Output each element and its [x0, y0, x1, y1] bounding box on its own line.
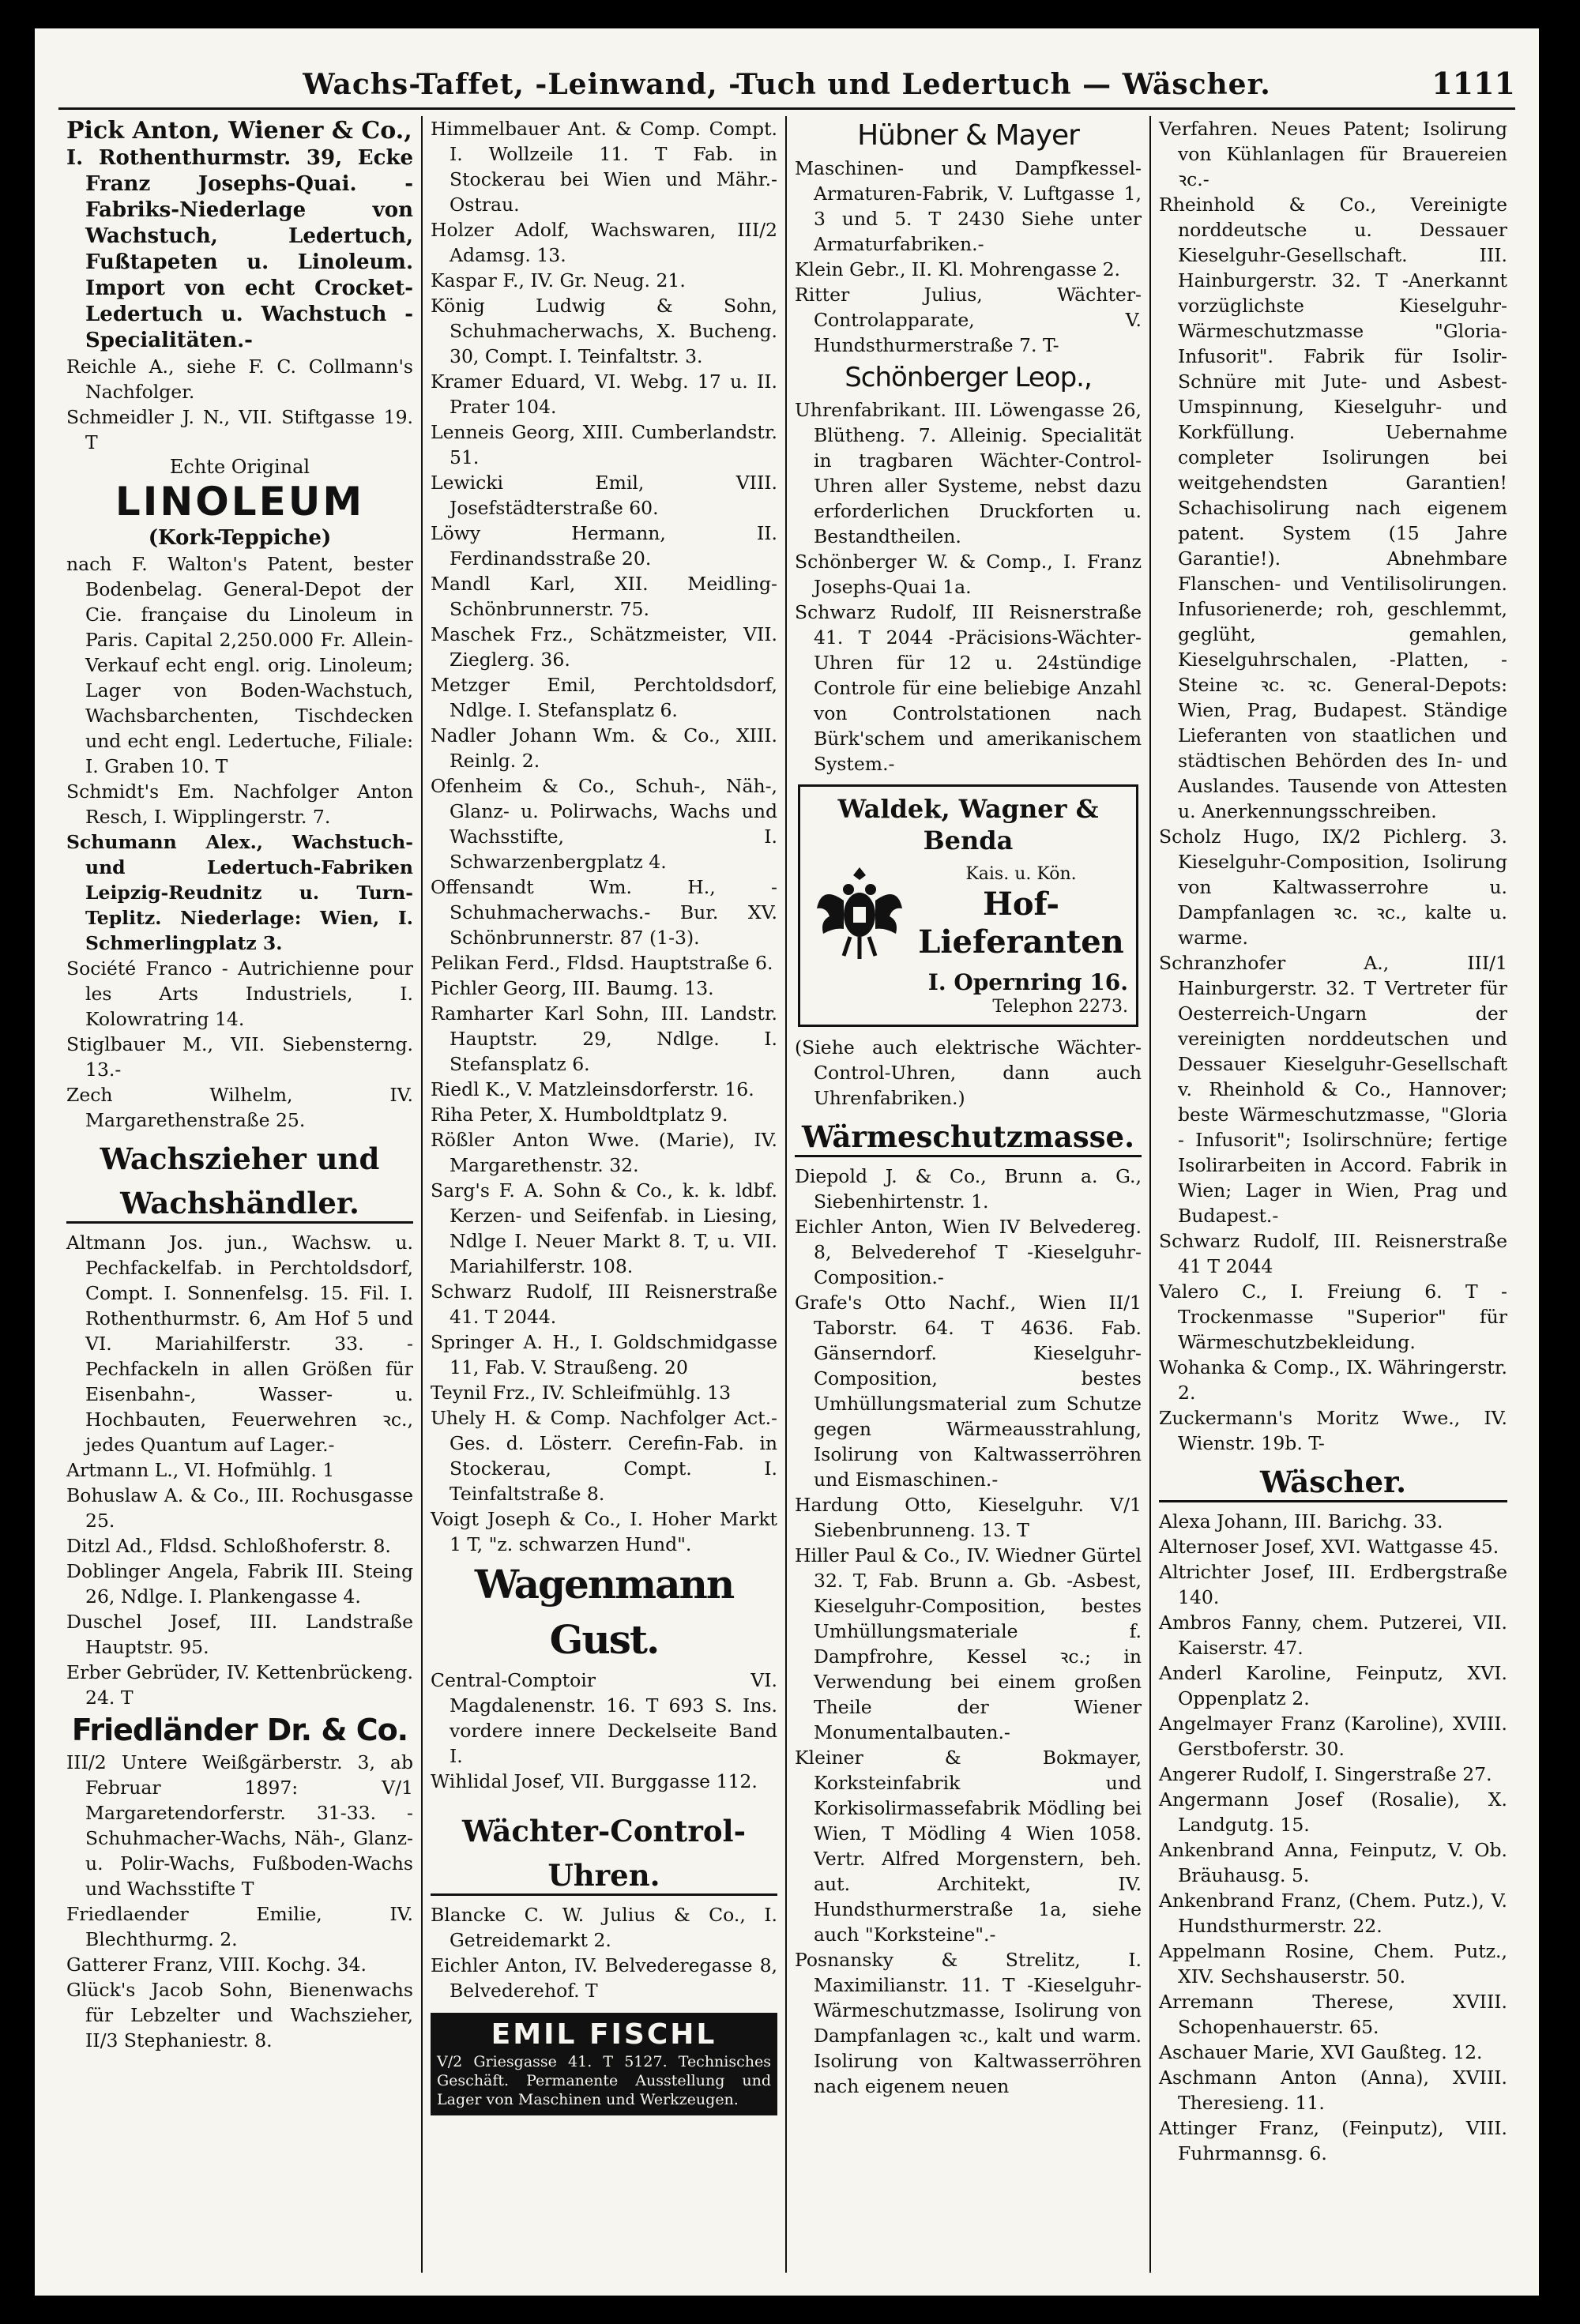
listing-text: Uhrenfabrikant. III. Löwengasse 26, Blütheng. 7. Alleinig. Specialität in tragbaren Wächter-Control-Uhren aller Systeme, nebst dazu erforderlichen Druckforten u. Bestandtheilen.: [795, 399, 1142, 547]
listing: Hardung Otto, Kieselguhr. V/1 Siebenbrunneng. 13. T: [795, 1494, 1142, 1541]
listing: Aschauer Marie, XVI Gaußteg. 12.: [1159, 2041, 1483, 2063]
listing: Grafe's Otto Nachf., Wien II/1 Taborstr. 64. T 4636. Fab. Gänserndorf. Kieselguhr-Composition, bestes Umhüllungsmaterial zum Schutze gegen Wärmeausstrahlung, Isolirung von Kaltwasserröhren und Eismaschinen.-: [795, 1292, 1142, 1491]
listing-text: Maschinen- und Dampfkessel-Armaturen-Fabrik, V. Luftgasse 1, 3 und 5. T 2430 Siehe unter Armaturfabriken.-: [795, 157, 1142, 255]
listing: Schmidt's Em. Nachfolger Anton Resch, I. Wipplingerstr. 7.: [66, 780, 413, 828]
listing: Rößler Anton Wwe. (Marie), IV. Margarethenstr. 32.: [431, 1129, 777, 1176]
listing: Angermann Josef (Rosalie), X. Landgutg. 15.: [1159, 1788, 1507, 1836]
listing: Pichler Georg, III. Baumg. 13.: [431, 977, 714, 999]
ad-kaiserlich: Kais. u. Kön.: [965, 864, 1077, 884]
ad-hof: Hof-: [983, 886, 1059, 923]
ad-address: I. Opernring 16.: [927, 969, 1128, 995]
listing: Wihlidal Josef, VII. Burggasse 112.: [431, 1770, 758, 1792]
listing: Hiller Paul & Co., IV. Wiedner Gürtel 32. T, Fab. Brunn a. Gb. -Asbest, Kieselguhr-Composition, bestes Umhüllungsmateriale f. Dampfrohre, Kessel ꝛc.; in Verwendung bei einem großen Theile der Wiener Monumentalbauten.-: [795, 1544, 1142, 1743]
listing: Alternoser Josef, XVI. Wattgasse 45.: [1159, 1536, 1499, 1558]
listing: Diepold J. & Co., Brunn a. G., Siebenhirtenstr. 1.: [795, 1165, 1142, 1213]
emil-fischl-name: EMIL FISCHL: [491, 2018, 717, 2051]
listing: Kleiner & Bokmayer, Korksteinfabrik und Korkisolirmassefabrik Mödling bei Wien, T Mödling 4 Wien 1058. Vertr. Alfred Morgenstern, beh. aut. Architekt, IV. Hundsthurmerstraße 1a, siehe auch "Korksteine".-: [795, 1747, 1142, 1946]
linoleum-ad-title: LINOLEUM: [115, 479, 365, 525]
listing: Eichler Anton, IV. Belvederegasse 8, Belvederehof. T: [431, 1954, 777, 2002]
listing: König Ludwig & Sohn, Schuhmacherwachs, X. Bucheng. 30, Compt. I. Teinfaltstr. 3.: [431, 295, 777, 367]
listing: Société Franco - Autrichienne pour les Arts Industriels, I. Kolowratring 14.: [66, 957, 413, 1030]
listing: Zuckermann's Moritz Wwe., IV. Wienstr. 19b. T-: [1159, 1407, 1507, 1454]
listing: Löwy Hermann, II. Ferdinandsstraße 20.: [431, 522, 777, 570]
listing: Verfahren. Neues Patent; Isolirung von Kühlanlagen für Brauereien ꝛc.-: [1159, 118, 1507, 190]
listing: Glück's Jacob Sohn, Bienenwachs für Lebzelter und Wachszieher, II/3 Stephaniestr. 8.: [66, 1979, 413, 2051]
listing: Altrichter Josef, III. Erdbergstraße 140.: [1159, 1561, 1507, 1608]
page-header: [58, 46, 1515, 110]
listing: Uhely H. & Comp. Nachfolger Act.-Ges. d. Lösterr. Cerefin-Fab. in Stockerau, Compt. I. Teinfaltstraße 8.: [431, 1407, 777, 1505]
section-heading: Wäscher.: [1159, 1464, 1507, 1502]
listing: Kaspar F., IV. Gr. Neug. 21.: [431, 269, 686, 291]
listing: Blancke C. W. Julius & Co., I. Getreidemarkt 2.: [431, 1904, 777, 1951]
listing: Riedl K., V. Matzleinsdorferstr. 16.: [431, 1078, 754, 1100]
listing: Reichle A., siehe F. C. Collmann's Nachfolger.: [66, 355, 413, 403]
listing: Sarg's F. A. Sohn & Co., k. k. ldbf. Kerzen- und Seifenfab. in Liesing, Ndlge I. Neuer Markt 8. T, u. VII. Mariahilferstr. 108.: [431, 1179, 777, 1277]
ad-telephone: Telephon 2273.: [992, 997, 1128, 1017]
directory-page: [35, 28, 1539, 2296]
column-4: [1151, 116, 1515, 2273]
listing: Voigt Joseph & Co., I. Hoher Markt 1 T, "z. schwarzen Hund".: [431, 1508, 777, 1555]
listing: Scholz Hugo, IX/2 Pichlerg. 3. Kieselguhr-Composition, Isolirung von Kaltwasserrohre u. Dampfanlagen ꝛc. ꝛc., kalte u. warme.: [1159, 825, 1507, 949]
listing: Doblinger Angela, Fabrik III. Steing 26, Ndlge. I. Plankengasse 4.: [66, 1560, 413, 1608]
listing: Valero C., I. Freiung 6. T -Trockenmasse "Superior" für Wärmeschutzbekleidung.: [1159, 1280, 1507, 1353]
section-heading: Wächter-Control-: [462, 1814, 746, 1848]
listing: Ankenbrand Anna, Feinputz, V. Ob. Bräuhausg. 5.: [1159, 1839, 1507, 1886]
listing: Lenneis Georg, XIII. Cumberlandstr. 51.: [431, 421, 777, 468]
emil-fischl-ad: [431, 2013, 777, 2115]
listing: Altmann Jos. jun., Wachsw. u. Pechfackelfab. in Perchtoldsdorf, Compt. I. Sonnenfelsg. 15. Fil. I. Rothenthurmstr. 6, Am Hof 5 und VI. Mariahilferstr. 33. -Pechfackeln in allen Größen für Eisenbahn-, Wasser- u. Hochbauten, Feuerwehren ꝛc., jedes Quantum auf Lager.-: [66, 1232, 413, 1456]
listing-text: Central-Comptoir VI. Magdalenenstr. 16. T 693 S. Ins. vordere innere Deckelseite Band I.: [431, 1669, 777, 1767]
listing: Lewicki Emil, VIII. Josefstädterstraße 60.: [431, 472, 777, 519]
columns: [58, 116, 1515, 2273]
linoleum-ad-top: Echte Original: [169, 456, 310, 478]
listing: Bohuslaw A. & Co., III. Rochusgasse 25.: [66, 1484, 413, 1532]
listing: Zech Wilhelm, IV. Margarethenstraße 25.: [66, 1084, 413, 1131]
listing: Schwarz Rudolf, III. Reisnerstraße 41 T 2044: [1159, 1230, 1507, 1277]
listing: (Siehe auch elektrische Wächter-Control-Uhren, dann auch Uhrenfabriken.): [795, 1036, 1142, 1109]
listing-text: I. Rothenthurmstr. 39, Ecke Franz Josephs-Quai. -Fabriks-Niederlage von Wachstuch, Ledertuch, Fußtapeten u. Linoleum. Import von echt Crocket-Ledertuch u. Wachstuch - Specialitäten.-: [66, 146, 413, 352]
listing: Pelikan Ferd., Fldsd. Hauptstraße 6.: [431, 952, 773, 974]
listing: Angerer Rudolf, I. Singerstraße 27.: [1159, 1763, 1492, 1785]
listing: Schranzhofer A., III/1 Hainburgerstr. 32. T Vertreter für Oesterreich-Ungarn der vereinigten norddeutschen und Dessauer Kieselguhr-Gesellschaft v. Rheinhold & Co., Hannover; beste Wärmeschutzmasse, "Gloria - Infusorit"; Isolirschnüre; fertige Isolirarbeiten in Accord. Fabrik in Wien; Lager in Wien, Prag und Budapest.-: [1159, 952, 1507, 1227]
listing: Klein Gebr., II. Kl. Mohrengasse 2.: [795, 258, 1120, 280]
listing: Schwarz Rudolf, III Reisnerstraße 41. T 2044 -Präcisions-Wächter-Uhren für 12 u. 24stündige Controle für eine beliebige Anzahl von Controlstationen nach Bürk'schem und amerikanischem System.-: [795, 601, 1142, 775]
column-3: [787, 116, 1151, 2273]
emil-fischl-text: V/2 Griesgasse 41. T 5127. Technisches Geschäft. Permanente Ausstellung und Lager von Maschinen und Werkzeugen.: [437, 2053, 771, 2108]
page-number: 1111: [1431, 66, 1515, 101]
listing: Ofenheim & Co., Schuh-, Näh-, Glanz- u. Polirwachs, Wachs und Wachsstifte, I. Schwarzenbergplatz 4.: [431, 775, 777, 873]
running-title: Wachs-Taffet, -Leinwand, -Tuch und Ledertuch — Wäscher.: [303, 68, 1271, 101]
listing: Ramharter Karl Sohn, III. Landstr. Hauptstr. 29, Ndlge. I. Stefansplatz 6.: [431, 1002, 777, 1075]
listing: Schönberger W. & Comp., I. Franz Josephs-Quai 1a.: [795, 551, 1142, 598]
section-heading: Wachszieher und: [100, 1141, 380, 1176]
listing: Friedlaender Emilie, IV. Blechthurmg. 2.: [66, 1903, 413, 1950]
listing: Springer A. H., I. Goldschmidgasse 11, Fab. V. Straußeng. 20: [431, 1331, 777, 1378]
listing-huebner-mayer: Hübner & Mayer: [857, 119, 1079, 152]
listing: Stiglbauer M., VII. Siebensterng. 13.-: [66, 1033, 413, 1081]
section-heading: Uhren.: [431, 1857, 777, 1896]
listing: Ankenbrand Franz, (Chem. Putz.), V. Hundsthurmerstr. 22.: [1159, 1890, 1507, 1937]
listing-schoenberger: Schönberger Leop.,: [845, 362, 1092, 393]
listing: Posnansky & Strelitz, I. Maximilianstr. 11. T -Kieselguhr-Wärmeschutzmasse, Isolirung von Dampfanlagen ꝛc., kalt und warm. Isolirung von Kaltwasserröhren nach eigenem neuen: [795, 1949, 1142, 2097]
listing: Holzer Adolf, Wachswaren, III/2 Adamsg. 13.: [431, 219, 777, 266]
listing-friedlaender: Friedländer Dr. & Co.: [71, 1713, 408, 1747]
double-eagle-crest-icon: [812, 861, 907, 964]
listing: Riha Peter, X. Humboldtplatz 9.: [431, 1104, 728, 1126]
listing: Angelmayer Franz (Karoline), XVIII. Gerstboferstr. 30.: [1159, 1713, 1507, 1760]
listing: Anderl Karoline, Feinputz, XVI. Oppenplatz 2.: [1159, 1662, 1507, 1709]
listing: Alexa Johann, III. Barichg. 33.: [1159, 1510, 1443, 1532]
listing: Nadler Johann Wm. & Co., XIII. Reinlg. 2.: [431, 724, 777, 772]
listing-pick-anton: Pick Anton, Wiener & Co.,: [66, 117, 412, 145]
listing: Schmeidler J. N., VII. Stiftgasse 19. T: [66, 406, 413, 453]
ad-lieferanten: Lieferanten: [918, 923, 1124, 961]
listing: Duschel Josef, III. Landstraße Hauptstr. 95.: [66, 1611, 413, 1658]
column-1: [58, 116, 423, 2273]
section-heading: Wachshändler.: [66, 1185, 413, 1224]
listing-text: III/2 Untere Weißgärberstr. 3, ab Februar 1897: V/1 Margaretendorferstr. 31-33. -Schuhmacher-Wachs, Näh-, Glanz- u. Polir-Wachs, Fußboden-Wachs und Wachsstifte T: [66, 1751, 413, 1900]
listing: Erber Gebrüder, IV. Kettenbrückeng. 24. T: [66, 1661, 413, 1709]
listing: Arremann Therese, XVIII. Schopenhauerstr. 65.: [1159, 1991, 1507, 2038]
ad-company-name: Waldek, Wagner & Benda: [837, 794, 1099, 856]
listing: Schwarz Rudolf, III Reisnerstraße 41. T 2044.: [431, 1280, 777, 1328]
listing: Rheinhold & Co., Vereinigte norddeutsche u. Dessauer Kieselguhr-Gesellschaft. III. Hainburgerstr. 32. T -Anerkannt vorzüglichste Kieselguhr-Wärmeschutzmasse "Gloria-Infusorit". Fabrik für Isolir-Schnüre mit Jute- und Asbest-Umspinnung, Kieselguhr- und Korkfüllung. Uebernahme completer Isolirungen bei weitgehendsten Garantien! Schachisolirung nach eigenem patent. System (15 Jahre Garantie!). Abnehmbare Flanschen- und Ventilisolirungen. Infusorienerde; roh, geschlemmt, geglüht, gemahlen, Kieselguhrschalen, -Platten, -Steine ꝛc. ꝛc. General-Depots: Wien, Prag, Budapest. Ständige Lieferanten von staatlichen und städtischen Behörden des In- und Auslandes. Tausende von Attesten u. Anerkennungsschreiben.: [1159, 194, 1507, 822]
listing: Ritter Julius, Wächter-Controlapparate, V. Hundsthurmerstraße 7. T-: [795, 284, 1142, 356]
listing: Schumann Alex., Wachstuch- und Ledertuch-Fabriken Leipzig-Reudnitz u. Turn-Teplitz. Niederlage: Wien, I. Schmerlingplatz 3.: [66, 831, 413, 954]
listing: Maschek Frz., Schätzmeister, VII. Zieglerg. 36.: [431, 623, 777, 671]
listing: Offensandt Wm. H., -Schuhmacherwachs.- Bur. XV. Schönbrunnerstr. 87 (1-3).: [431, 876, 777, 949]
linoleum-ad-subtitle: (Kork-Teppiche): [148, 526, 332, 550]
waldek-wagner-benda-ad: [798, 784, 1138, 1027]
listing-wagenmann: Wagenmann Gust.: [474, 1561, 734, 1663]
listing: Metzger Emil, Perchtoldsdorf, Ndlge. I. Stefansplatz 6.: [431, 674, 777, 721]
listing: Wohanka & Comp., IX. Währingerstr. 2.: [1159, 1356, 1507, 1404]
listing: Teynil Frz., IV. Schleifmühlg. 13: [431, 1382, 732, 1404]
linoleum-ad-text: nach F. Walton's Patent, bester Bodenbelag. General-Depot der Cie. française du Linoleum in Paris. Capital 2,250.000 Fr. Allein-Verkauf echt engl. orig. Linoleum; Lager von Boden-Wachstuch, Wachsbarchenten, Tischdecken und echt engl. Ledertuche, Filiale: I. Graben 10. T: [66, 553, 413, 777]
listing: Mandl Karl, XII. Meidling-Schönbrunnerstr. 75.: [431, 573, 777, 620]
listing: Gatterer Franz, VIII. Kochg. 34.: [66, 1954, 367, 1976]
column-2: [423, 116, 787, 2273]
listing: Appelmann Rosine, Chem. Putz., XIV. Sechshauserstr. 50.: [1159, 1940, 1507, 1987]
listing: Attinger Franz, (Feinputz), VIII. Fuhrmannsg. 6.: [1159, 2117, 1507, 2164]
listing: Ditzl Ad., Fldsd. Schloßhoferstr. 8.: [66, 1535, 391, 1557]
listing: Artmann L., VI. Hofmühlg. 1: [66, 1459, 335, 1481]
listing: Ambros Fanny, chem. Putzerei, VII. Kaiserstr. 47.: [1159, 1611, 1507, 1659]
listing: Eichler Anton, Wien IV Belvedereg. 8, Belvederehof T -Kieselguhr-Composition.-: [795, 1216, 1142, 1288]
section-heading: Wärmeschutzmasse.: [795, 1119, 1142, 1157]
listing: Kramer Eduard, VI. Webg. 17 u. II. Prater 104.: [431, 370, 777, 418]
listing: Himmelbauer Ant. & Comp. Compt. I. Wollzeile 11. T Fab. in Stockerau bei Wien und Mähr.-Ostrau.: [431, 118, 777, 216]
listing: Aschmann Anton (Anna), XVIII. Theresieng. 11.: [1159, 2066, 1507, 2114]
